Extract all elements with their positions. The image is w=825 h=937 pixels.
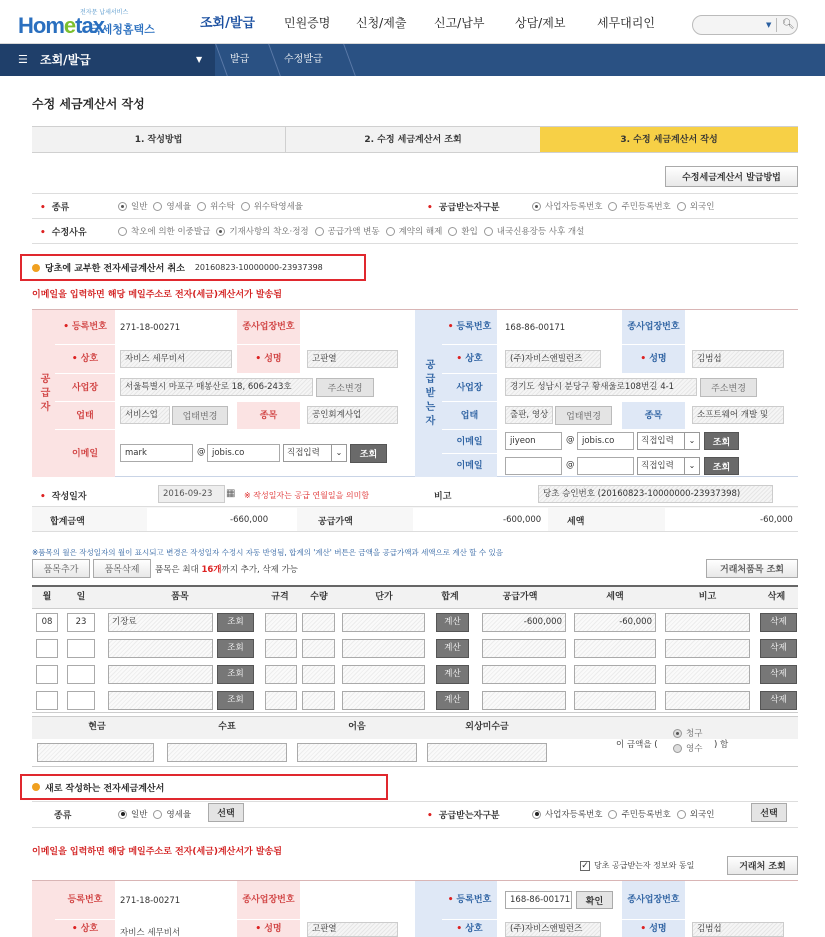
hometax-logo[interactable]	[18, 7, 168, 37]
bullet-icon	[32, 783, 40, 791]
recipient-option-resident[interactable]: 주민등록번호	[608, 200, 670, 212]
buyer-name-label: • 상호	[442, 345, 497, 373]
new-buyer-rep-field: 김범섭	[692, 922, 784, 937]
issue-guide-button[interactable]: 수정세금계산서 발급방법	[665, 166, 798, 187]
item-limit-text: 품목은 최대 16개까지 추가, 삭제 가능	[155, 565, 299, 575]
item-name-input[interactable]	[108, 665, 213, 684]
supplier-name-label: • 상호	[55, 345, 115, 373]
calendar-icon[interactable]: ▦	[226, 488, 236, 499]
item-unit-price-input[interactable]	[342, 691, 425, 710]
buyer-rep-field: 김범섭	[692, 350, 784, 368]
col-remark: 비고	[698, 592, 717, 602]
new-buyer-reg-input[interactable]: 168-86-00171	[505, 891, 572, 909]
new-supplier-name-label: • 상호	[55, 920, 115, 937]
new-type-option-zero-rate[interactable]: 영세율	[153, 808, 191, 820]
gnb-menu-inquiry[interactable]: 조회/발급	[200, 16, 255, 31]
type-label: • 종류	[40, 203, 70, 213]
supplier-addr-field: 서울특별시 마포구 매봉산로 18, 606-243호	[120, 378, 313, 396]
logo-tagline: 전자문 납세서비스	[80, 9, 129, 16]
reason-label: • 수정사유	[40, 228, 87, 238]
divider	[32, 827, 798, 828]
date-note: ※ 작성일자는 공급 연월일을 의미함	[244, 491, 370, 500]
date-label: • 작성일자	[40, 492, 87, 502]
same-buyer-checkbox[interactable]	[580, 860, 694, 871]
at-sign: @	[197, 447, 206, 457]
new-recipient-options	[532, 808, 720, 820]
item-spec-input[interactable]	[265, 639, 297, 658]
item-delete-button[interactable]: 품목삭제	[93, 559, 151, 578]
item-tax-input[interactable]	[574, 665, 656, 684]
nav-main-label: 조회/발급	[40, 53, 91, 67]
buyer-biz-field: 출판, 영상	[505, 406, 553, 424]
supplier-email-domain-select[interactable]: 직접입력 ⌄	[283, 444, 347, 462]
buyer-email-domain-select[interactable]: 직접입력 ⌄	[637, 432, 700, 450]
recipient-option-foreigner[interactable]: 외국인	[677, 200, 715, 212]
item-lookup-button[interactable]: 조회	[217, 665, 254, 684]
new-supplier-branch-label: 종사업장번호	[237, 881, 300, 919]
new-buyer-reg-label: • 등록번호	[442, 881, 497, 919]
buyer-email-lookup-button[interactable]: 조회	[704, 432, 739, 450]
supplier-rep-field: 고판열	[307, 350, 398, 368]
col-qty: 수량	[310, 592, 328, 602]
remark-field: 당초 승인번호 (20160823-10000000-23937398)	[538, 485, 773, 503]
item-month-input[interactable]: 08	[36, 613, 58, 632]
cancel-section-box	[20, 254, 366, 281]
nav-main-menu[interactable]	[0, 44, 215, 76]
type-option-zero-rate[interactable]: 영세율	[153, 200, 191, 212]
buyer-email2-domain-select[interactable]: 직접입력 ⌄	[637, 457, 700, 475]
col-supply: 공급가액	[502, 592, 538, 602]
supplier-email-label: 이메일	[55, 430, 115, 477]
payment-text-b: ) 함	[714, 740, 729, 750]
payment-option-claim[interactable]: 청구	[673, 727, 702, 739]
divider	[32, 193, 798, 194]
new-supplier-rep-field: 고판열	[307, 922, 398, 937]
col-delete: 삭제	[767, 592, 786, 602]
reason-option-duplicate[interactable]: 착오에 의한 이중발급	[118, 225, 210, 237]
new-buyer-confirm-button[interactable]: 확인	[576, 891, 613, 909]
client-lookup-button[interactable]: 거래처 조회	[727, 856, 798, 875]
supply-amount-label: 공급가액	[318, 517, 353, 527]
type-option-general[interactable]: 일반	[118, 200, 147, 212]
supplier-reg-number: 271-18-00271	[120, 323, 181, 333]
gnb-menu-report-pay[interactable]: 신고/납부	[434, 16, 485, 30]
new-buyer-branch-label: 종사업장번호	[622, 881, 685, 919]
item-unit-price-input[interactable]	[342, 665, 425, 684]
supplier-biz-label: 업태	[55, 402, 115, 429]
caret-down-icon: ▼	[196, 55, 203, 64]
search-input[interactable]	[692, 15, 798, 35]
supplier-email-id-input[interactable]: mark	[120, 444, 193, 462]
item-day-input[interactable]	[67, 665, 95, 684]
type-option-consignment[interactable]: 위수탁	[197, 200, 235, 212]
item-name-input[interactable]	[108, 691, 213, 710]
recipient-type-options	[532, 200, 720, 212]
gnb-menu-consult[interactable]: 상담/제보	[515, 16, 566, 30]
payment-note-input[interactable]	[297, 743, 417, 762]
search-icon[interactable]: 🔍︎	[782, 19, 795, 30]
buyer-email2-lookup-button[interactable]: 조회	[704, 457, 739, 475]
buyer-biz-label: 업태	[442, 402, 497, 429]
buyer-reg-label: • 등록번호	[442, 310, 497, 344]
col-sum: 합계	[441, 592, 459, 602]
item-month-input[interactable]	[36, 691, 58, 710]
total-amount-label: 합계금액	[50, 517, 85, 527]
item-qty-input[interactable]	[302, 691, 335, 710]
breadcrumb-issue[interactable]: 발급	[230, 54, 250, 65]
item-delete-row-button[interactable]: 삭제	[760, 613, 797, 632]
new-type-options	[118, 808, 197, 820]
item-calc-button[interactable]: 계산	[436, 639, 469, 658]
logo-wordmark: Hometax	[18, 13, 104, 38]
item-note: ※품목의 월은 작성일자의 월이 표시되고 변경은 작성일자 수정시 자동 반영됨, 합계의 '계산' 버튼은 금액을 공급가액과 세액으로 계산 할 수 있음	[32, 548, 504, 557]
new-buyer-name-field: (주)자비스앤빌런즈	[505, 922, 601, 937]
item-qty-input[interactable]	[302, 613, 335, 632]
item-remark-input[interactable]	[665, 665, 750, 684]
supplier-branch-label: 종사업장번호	[237, 310, 300, 344]
item-day-input[interactable]	[67, 691, 95, 710]
col-spec: 규격	[271, 592, 289, 602]
new-email-warning: 이메일을 입력하면 해당 메일주소로 전자(세금)계산서가 발송됨	[32, 847, 282, 857]
buyer-email-domain-input[interactable]: jobis.co	[577, 432, 634, 450]
payment-note-label: 어음	[348, 722, 366, 732]
buyer-branch-label: 종사업장번호	[622, 310, 685, 344]
new-supplier-reg-number: 271-18-00271	[120, 896, 181, 906]
reason-option-correction[interactable]: 기재사항의 착오·정정	[216, 225, 308, 237]
gnb-menu-application[interactable]: 신청/제출	[356, 16, 407, 30]
new-recipient-select-button[interactable]: 선택	[751, 803, 787, 822]
type-options	[118, 200, 309, 212]
buyer-email2-id-input[interactable]	[505, 457, 562, 475]
recipient-option-business[interactable]: 사업자등록번호	[532, 200, 602, 212]
supplier-item-field: 공인회계사업	[307, 406, 398, 424]
payment-cash-input[interactable]	[37, 743, 154, 762]
new-recipient-option-foreigner[interactable]: 외국인	[677, 808, 715, 820]
item-day-input[interactable]: 23	[67, 613, 95, 632]
hamburger-icon: ☰	[18, 53, 28, 66]
new-section-title: 새로 작성하는 전자세금계산서	[45, 783, 165, 794]
total-amount-cell	[147, 508, 297, 531]
supplier-email-domain-input[interactable]: jobis.co	[207, 444, 280, 462]
buyer-email-id-input[interactable]: jiyeon	[505, 432, 562, 450]
col-tax: 세액	[606, 592, 624, 602]
item-day-input[interactable]	[67, 639, 95, 658]
item-delete-row-button[interactable]: 삭제	[760, 665, 797, 684]
payment-credit-label: 외상미수금	[465, 722, 509, 732]
new-buyer-name-label: • 상호	[442, 920, 497, 937]
item-supply-input[interactable]	[482, 665, 566, 684]
same-buyer-label: 당초 공급받는자 정보와 동일	[594, 861, 695, 870]
item-tax-input[interactable]: -60,000	[574, 613, 656, 632]
buyer-name-field: (주)자비스앤빌런즈	[505, 350, 601, 368]
reason-option-cancel-contract[interactable]: 계약의 해제	[386, 225, 443, 237]
new-section-box	[20, 774, 388, 800]
step-3-current: 3. 수정 세금계산서 작성	[540, 126, 798, 153]
chevron-down-icon: ⌄	[684, 458, 699, 474]
divider	[32, 801, 798, 802]
item-tax-input[interactable]	[574, 639, 656, 658]
chevron-down-icon: ⌄	[684, 433, 699, 449]
item-name-input[interactable]: 기장료	[108, 613, 213, 632]
supplier-email-lookup-button[interactable]: 조회	[350, 444, 387, 463]
item-spec-input[interactable]	[265, 691, 297, 710]
date-field[interactable]: 2016-09-23	[158, 485, 225, 503]
item-delete-row-button[interactable]: 삭제	[760, 639, 797, 658]
recipient-type-label: • 공급받는자구분	[427, 203, 500, 213]
payment-check-input[interactable]	[167, 743, 287, 762]
buyer-email2-label: 이메일	[442, 454, 497, 477]
new-recipient-option-resident[interactable]: 주민등록번호	[608, 808, 670, 820]
buyer-rep-label: • 성명	[622, 345, 685, 373]
checkbox-checked-icon[interactable]: ✓	[581, 860, 589, 871]
reason-option-loc[interactable]: 내국신용장등 사후 개설	[484, 225, 585, 237]
supplier-rep-label: • 성명	[237, 345, 300, 373]
tax-amount-label: 세액	[567, 517, 585, 527]
item-spec-input[interactable]	[265, 613, 297, 632]
gnb-menu-tax-agent[interactable]: 세무대리인	[597, 16, 655, 30]
col-month: 월	[42, 592, 52, 602]
new-supplier-reg-label: 등록번호	[55, 881, 115, 919]
item-supply-input[interactable]: -600,000	[482, 613, 566, 632]
new-supplier-side	[32, 881, 55, 937]
tax-amount-value: -60,000	[760, 515, 793, 525]
search-divider	[776, 18, 777, 32]
payment-cash-label: 현금	[88, 722, 106, 732]
divider	[32, 243, 798, 244]
new-supplier-name: 자비스 세무비서	[120, 928, 181, 937]
remark-label: 비고	[434, 492, 452, 502]
supplier-name-field: 자비스 세무비서	[120, 350, 232, 368]
supplier-biz-change-button[interactable]: 업태변경	[172, 406, 228, 425]
buyer-addr-field: 경기도 성남시 분당구 황새울로108번길 4-1	[505, 378, 697, 396]
buyer-email-label: 이메일	[442, 430, 497, 453]
item-remark-input[interactable]	[665, 691, 750, 710]
item-month-input[interactable]	[36, 639, 58, 658]
item-supply-input[interactable]	[482, 639, 566, 658]
item-qty-input[interactable]	[302, 639, 335, 658]
col-day: 일	[76, 592, 86, 602]
reason-options	[118, 225, 590, 237]
email-warning: 이메일을 입력하면 해당 메일주소로 전자(세금)계산서가 발송됨	[32, 290, 282, 300]
item-calc-button[interactable]: 계산	[436, 691, 469, 710]
item-unit-price-input[interactable]	[342, 639, 425, 658]
new-type-option-general[interactable]: 일반	[118, 808, 147, 820]
item-lookup-button[interactable]: 조회	[217, 691, 254, 710]
item-lookup-button[interactable]: 조회	[217, 613, 254, 632]
divider	[32, 218, 798, 219]
item-delete-row-button[interactable]: 삭제	[760, 691, 797, 710]
buyer-addr-label: 사업장	[442, 374, 497, 401]
item-spec-input[interactable]	[265, 665, 297, 684]
supplier-side-label: 공급자	[32, 310, 55, 477]
item-name-input[interactable]	[108, 639, 213, 658]
breadcrumb-amend-issue[interactable]: 수정발급	[284, 54, 323, 65]
at-sign: @	[566, 435, 575, 445]
cancel-approval-number: 20160823-10000000-23937398	[194, 263, 323, 272]
type-option-consignment-zero[interactable]: 위수탁영세율	[241, 200, 303, 212]
supplier-item-label: 종목	[237, 402, 300, 429]
item-qty-input[interactable]	[302, 665, 335, 684]
new-buyer-rep-label: • 성명	[622, 920, 685, 937]
gnb-menu-certificate[interactable]: 민원증명	[284, 16, 331, 30]
new-type-label: 종류	[54, 811, 72, 821]
step-2: 2. 수정 세금계산서 조회	[285, 126, 540, 153]
item-unit-price-input[interactable]	[342, 613, 425, 632]
buyer-item-label: 종목	[622, 402, 685, 429]
item-add-button[interactable]: 품목추가	[32, 559, 90, 578]
buyer-email2-domain-input[interactable]	[577, 457, 634, 475]
new-type-select-button[interactable]: 선택	[208, 803, 244, 822]
supplier-biz-field: 서비스업	[120, 406, 170, 424]
payment-credit-input[interactable]	[427, 743, 547, 762]
supplier-addr-change-button[interactable]: 주소변경	[316, 378, 374, 397]
supply-amount-value: -600,000	[503, 515, 542, 525]
buyer-biz-change-button[interactable]: 업태변경	[555, 406, 612, 425]
buyer-item-field: 소프트웨어 개발 및	[692, 406, 784, 424]
page-title: 수정 세금계산서 작성	[32, 97, 145, 111]
buyer-reg-number: 168-86-00171	[505, 323, 566, 333]
new-buyer-side	[415, 881, 442, 937]
payment-text-a: 이 금액을 (	[616, 740, 658, 750]
new-supplier-rep-label: • 성명	[237, 920, 300, 937]
item-calc-button[interactable]: 계산	[436, 665, 469, 684]
logo-korean: 국세청홈택스	[91, 23, 155, 36]
total-amount-value: -660,000	[230, 515, 269, 525]
new-recipient-option-business[interactable]: 사업자등록번호	[532, 808, 602, 820]
new-recipient-label: • 공급받는자구분	[427, 811, 500, 821]
col-unit-price: 단가	[375, 592, 393, 602]
chevron-down-icon[interactable]: ▼	[766, 21, 772, 29]
item-tax-input[interactable]	[574, 691, 656, 710]
item-supply-input[interactable]	[482, 691, 566, 710]
item-remark-input[interactable]	[665, 639, 750, 658]
col-item: 품목	[171, 592, 189, 602]
reason-option-return[interactable]: 환입	[448, 225, 477, 237]
supplier-addr-label: 사업장	[55, 374, 115, 401]
step-1: 1. 작성방법	[32, 126, 285, 153]
chevron-down-icon: ⌄	[331, 445, 346, 461]
item-month-input[interactable]	[36, 665, 58, 684]
buyer-addr-change-button[interactable]: 주소변경	[700, 378, 757, 397]
buyer-side-label: 공급받는자	[415, 310, 442, 477]
payment-option-receipt[interactable]: 영수	[673, 742, 702, 754]
client-item-lookup-button[interactable]: 거래처품목 조회	[706, 559, 798, 578]
at-sign: @	[566, 460, 575, 470]
item-lookup-button[interactable]: 조회	[217, 639, 254, 658]
reason-option-price-change[interactable]: 공급가액 변동	[315, 225, 380, 237]
cancel-section-title: 당초에 교부한 전자세금계산서 취소	[45, 264, 185, 274]
bullet-icon	[32, 264, 40, 272]
supplier-reg-label: • 등록번호	[55, 310, 115, 344]
item-remark-input[interactable]	[665, 613, 750, 632]
item-calc-button[interactable]: 계산	[436, 613, 469, 632]
payment-check-label: 수표	[218, 722, 236, 732]
